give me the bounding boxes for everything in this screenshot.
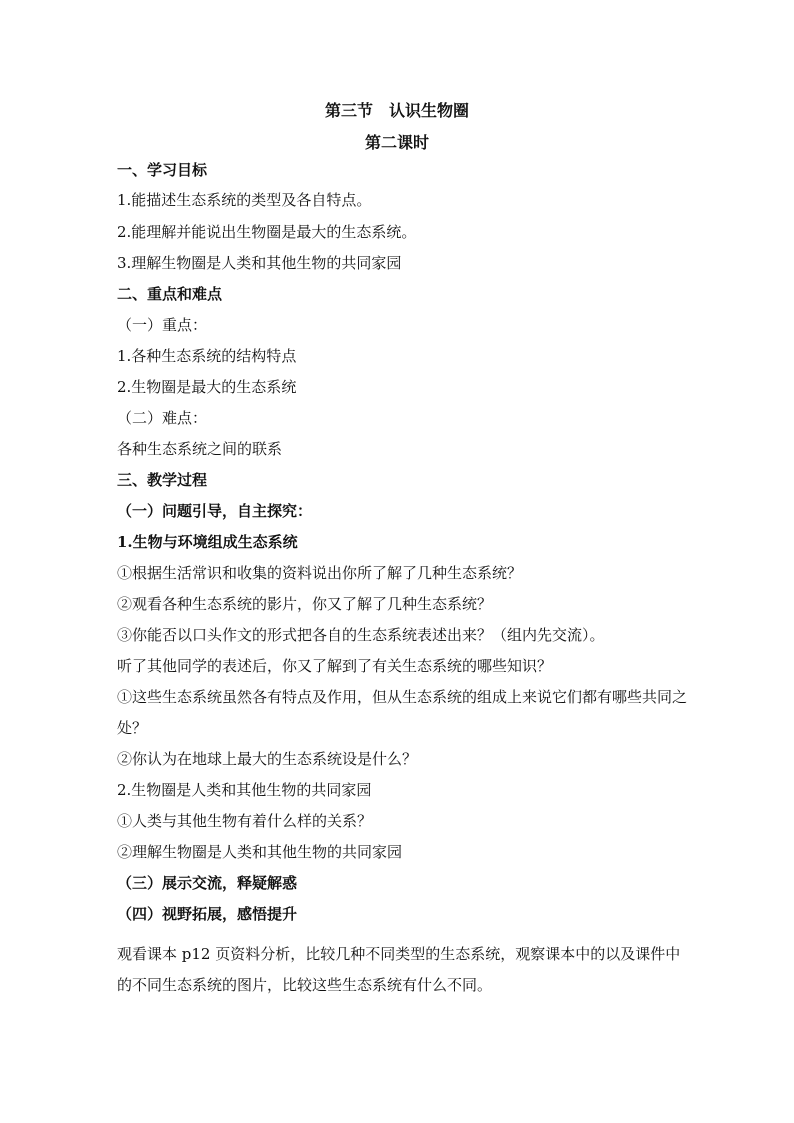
goal-item: 2.能理解并能说出生物圈是最大的生态系统。 [117,223,417,241]
goal-item: 3.理解生物圈是人类和其他生物的共同家园 [117,254,402,272]
key-item: 1.各种生态系统的结构特点 [117,347,297,365]
difficulty-subheading: （二）难点： [117,409,208,427]
question-item: ①人类与其他生物有着什么样的关系？ [117,812,373,830]
question-item: ②你认为在地球上最大的生态系统设是什么？ [117,750,418,768]
difficulty-item: 各种生态系统之间的联系 [117,440,283,458]
question-item: 听了其他同学的表述后，你又了解到了有关生态系统的哪些知识？ [117,657,553,675]
goal-item: 1.能描述生态系统的类型及各自特点。 [117,191,372,209]
question-item: ②理解生物圈是人类和其他生物的共同家园 [117,843,403,861]
question-item: ③你能否以口头作文的形式把各自的生态系统表述出来？（组内先交流）。 [117,626,605,644]
topic-heading: 2.生物圈是人类和其他生物的共同家园 [117,781,372,799]
key-heading: 二、重点和难点 [117,285,223,303]
goals-heading: 一、学习目标 [117,161,208,179]
process-subheading: （四）视野拓展，感悟提升 [117,905,298,923]
question-item: ①这些生态系统虽然各有特点及作用，但从生态系统的组成上来说它们都有哪些共同之处？ [117,688,688,737]
topic-heading: 1.生物与环境组成生态系统 [117,533,298,551]
question-item: ①根据生活常识和收集的资料说出你所了解了几种生态系统？ [117,564,523,582]
key-item: 2.生物圈是最大的生态系统 [117,378,297,396]
process-heading: 三、教学过程 [117,471,208,489]
question-item: ②观看各种生态系统的影片，你又了解了几种生态系统？ [117,595,493,613]
page-subtitle: 第二课时 [364,133,429,152]
key-subheading: （一）重点： [117,316,208,334]
page-title: 第三节 认识生物圈 [324,101,469,120]
final-paragraph: 观看课本 p12 页资料分析，比较几种不同类型的生态系统，观察课本中的以及课件中的不同生态系统的图片，比较这些生态系统有什么不同。 [117,945,681,994]
process-subheading: （三）展示交流，释疑解惑 [117,874,298,892]
process-subheading: （一）问题引导，自主探究： [117,502,313,520]
